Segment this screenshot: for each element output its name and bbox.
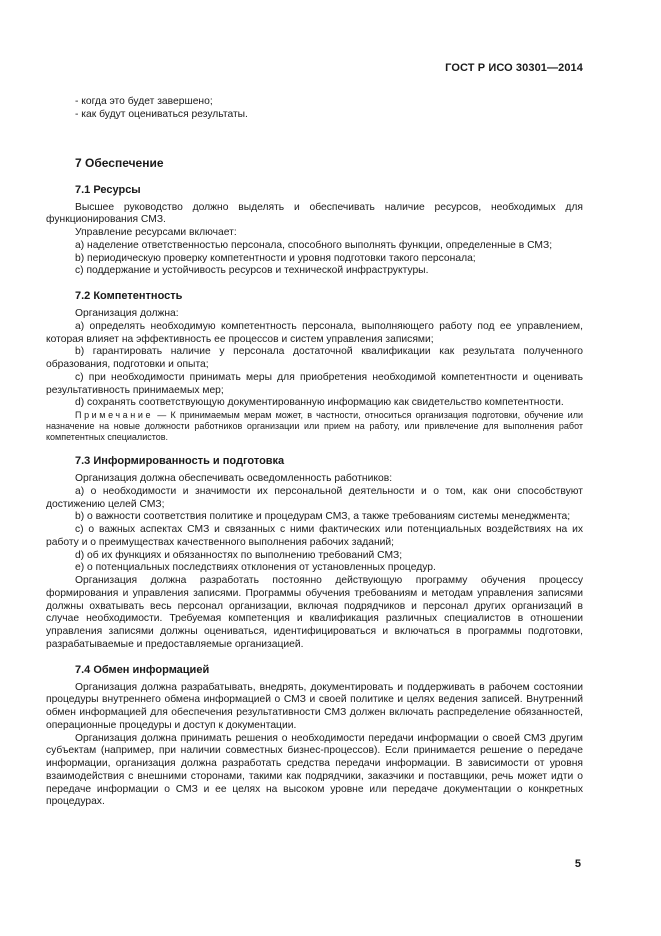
paragraph: Управление ресурсами включает:: [75, 227, 237, 238]
list-item: b) гарантировать наличие у персонала достаточной квалификации как результата полученного образования, подготовки и опыта;: [46, 346, 583, 370]
document-standard-header: ГОСТ Р ИСО 30301—2014: [445, 62, 583, 74]
paragraph: Организация должна обеспечивать осведомленность работников:: [75, 473, 393, 484]
list-item: - когда это будет завершено;: [75, 96, 213, 107]
note-keyword: Примечание: [75, 410, 154, 420]
paragraph: Организация должна принимать решения о необходимости передачи информации о своей СМЗ другим субъектам (например, при наличии совместных бизнес-процессов). Если принимается решение о передаче информации, организация должна разработать средства передачи информации. В зависимости от уровня взаимодействия с внешними сторонами, такими как подрядчики, заказчики и поставщики, речь может идти о передаче информации о СМЗ и ее целях на высоком уровне или передаче документации о конкретных процедурах.: [46, 732, 583, 808]
paragraph: Организация должна разработать постоянно действующую программу обучения процессу формирования и управления записями. Программы обучения требованиям и методам управления записями должны охватывать весь персонал организации, включая подрядчиков и персонал других организаций в случае необходимости. Требуемая компетенция и квалификация различных специалистов в отношении управления записями должны оцениваться, идентифицироваться и включаться в программы подготовки, разрабатываемые и предоставляемые организацией.: [46, 575, 583, 650]
list-item: c) при необходимости принимать меры для приобретения необходимой компетентности и оценивать результативность принимаемых мер;: [46, 371, 583, 396]
page-body: [46, 96, 583, 809]
list-item: b) периодическую проверку компетентности и уровня подготовки такого персонала;: [75, 252, 476, 264]
list-item: d) сохранять соответствующую документированную информацию как свидетельство компетентности.: [75, 397, 564, 409]
subsection-heading: 7.3 Информированность и подготовка: [75, 455, 285, 467]
list-item: c) о важных аспектах СМЗ и связанных с ними фактических или потенциальных воздействиях на их работу и о преимуществах качественного выполнения рабочих заданий;: [46, 524, 583, 548]
paragraph: Организация должна разрабатывать, внедрять, документировать и поддерживать в рабочем состоянии процедуры внутреннего обмена информацией о СМЗ и своей политике и целях ведения записей. Внутренний обмен информацией для обеспечения результативности СМЗ должен включать распределение обязанностей, операционные процедуры и доступ к документации.: [46, 681, 583, 731]
list-item: a) наделение ответственностью персонала, способного выполнять функции, определенные в СМЗ;: [75, 239, 553, 251]
list-item: c) поддержание и устойчивость ресурсов и технической инфраструктуры.: [75, 265, 429, 277]
section-heading: 7 Обеспечение: [75, 155, 164, 170]
note: [46, 410, 583, 443]
list-item: - как будут оцениваться результаты.: [75, 108, 248, 120]
list-item: e) о потенциальных последствиях отклонения от установленных процедур.: [75, 562, 436, 574]
list-item: a) определять необходимую компетентность персонала, выполняющего работу под ее управлением, которая влияет на эффективность ее процессов и систем управления записями;: [46, 320, 583, 345]
paragraph: Организация должна:: [75, 308, 179, 319]
list-item: b) о важности соответствия политике и процедурам СМЗ, а также требованиям системы менеджмента;: [75, 511, 571, 523]
list-item: d) об их функциях и обязанностях по выполнению требований СМЗ;: [75, 549, 403, 561]
list-item: a) о необходимости и значимости их персональной деятельности и о том, как они способствуют достижению целей СМЗ;: [46, 485, 583, 510]
note-text: — К принимаемым мерам может, в частности, относиться организация подготовки, обучение или назначение на новые должности работников организации или прием на работу, или привлечение для выполнения работ компетентных специалистов.: [46, 410, 583, 442]
subsection-heading: 7.4 Обмен информацией: [75, 663, 210, 676]
paragraph: Высшее руководство должно выделять и обеспечивать наличие ресурсов, необходимых для функционирования СМЗ.: [46, 201, 583, 226]
subsection-heading: 7.2 Компетентность: [75, 290, 183, 302]
subsection-heading: 7.1 Ресурсы: [75, 183, 141, 196]
page-number: 5: [574, 858, 581, 870]
